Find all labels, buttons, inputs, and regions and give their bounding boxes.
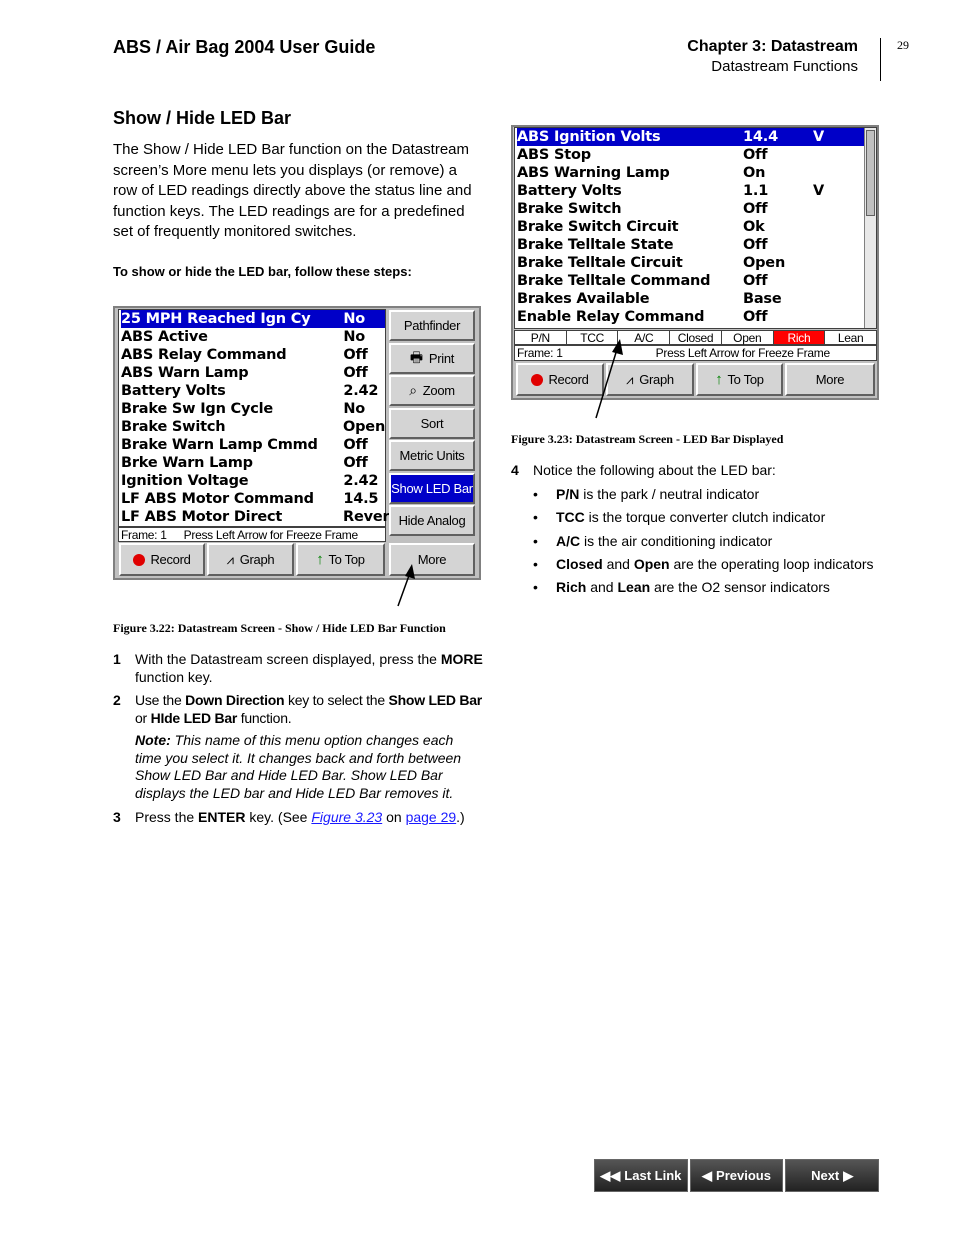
- up-arrow-icon: ↑: [316, 551, 324, 568]
- datastream-row[interactable]: [121, 346, 385, 364]
- more-button[interactable]: More: [389, 543, 475, 576]
- parameter-unit: [813, 164, 853, 182]
- parameter-name: Ignition Voltage: [121, 473, 249, 489]
- page-29-link[interactable]: page 29: [405, 809, 457, 825]
- datastream-row[interactable]: [121, 328, 385, 346]
- step-1-number: 1: [113, 651, 121, 667]
- led-indicator-open: Open: [722, 331, 774, 344]
- datastream-row[interactable]: [517, 272, 865, 290]
- parameter-value: No: [343, 329, 366, 345]
- datastream-row[interactable]: [517, 128, 865, 146]
- parameter-value: 2.42: [343, 473, 379, 489]
- page-navigation: [594, 1159, 879, 1192]
- parameter-name: Brake Switch: [121, 419, 226, 435]
- pointer-arrow-icon: [392, 562, 420, 608]
- bullet-icon: •: [533, 533, 538, 549]
- datastream-row[interactable]: [517, 182, 865, 200]
- menu-item-hide-analog[interactable]: Hide Analog: [389, 505, 475, 536]
- parameter-name: ABS Relay Command: [121, 347, 287, 363]
- led-indicator-rich: Rich: [774, 331, 826, 344]
- bullet-item: P/N is the park / neutral indicator: [556, 486, 760, 502]
- step-4-text: Notice the following about the LED bar:: [533, 462, 776, 478]
- bullet-item: A/C is the air conditioning indicator: [556, 533, 773, 549]
- frame-status-line: [118, 527, 386, 542]
- bullet-item: Closed and Open are the operating loop indicators: [556, 556, 874, 572]
- parameter-name: ABS Active: [121, 329, 208, 345]
- more-button[interactable]: More: [785, 363, 875, 396]
- parameter-name: Battery Volts: [121, 383, 226, 399]
- parameter-name: ABS Warning Lamp: [517, 165, 670, 181]
- parameter-name: Brake Telltale State: [517, 237, 674, 253]
- parameter-name: Brake Telltale Command: [517, 273, 711, 289]
- led-indicator-ac: A/C: [618, 331, 670, 344]
- bullet-icon: •: [533, 509, 538, 525]
- datastream-row[interactable]: [121, 454, 385, 472]
- pointer-arrow-icon: [592, 338, 626, 420]
- figure-3-22-caption: Figure 3.22: Datastream Screen - Show / Hide LED Bar Function: [113, 621, 446, 635]
- parameter-unit: [813, 218, 853, 236]
- parameter-name: Enable Relay Command: [517, 309, 705, 325]
- parameter-value: No: [343, 311, 366, 327]
- datastream-row[interactable]: [517, 218, 865, 236]
- datastream-row[interactable]: [517, 254, 865, 272]
- menu-item-metric-units[interactable]: Metric Units: [389, 440, 475, 471]
- datastream-row[interactable]: [517, 200, 865, 218]
- parameter-unit: [813, 290, 853, 308]
- parameter-name: 25 MPH Reached Ign Cy: [121, 311, 311, 327]
- parameter-name: LF ABS Motor Direct: [121, 509, 283, 525]
- magnifier-icon: ⌕: [409, 382, 417, 398]
- parameter-name: Brake Warn Lamp Cmmd: [121, 437, 318, 453]
- bullet-icon: •: [533, 579, 538, 595]
- parameter-name: ABS Stop: [517, 147, 591, 163]
- parameter-value: On: [743, 165, 766, 181]
- graph-button[interactable]: ⩘ Graph: [207, 543, 294, 576]
- graph-icon: ⩘: [626, 371, 634, 387]
- previous-button[interactable]: ◀ Previous: [690, 1159, 784, 1192]
- record-dot-icon: [531, 374, 543, 386]
- datastream-row[interactable]: [121, 310, 385, 328]
- datastream-row[interactable]: [517, 146, 865, 164]
- scrollbar[interactable]: [864, 128, 876, 328]
- to-top-button[interactable]: ↑ To Top: [696, 363, 783, 396]
- parameter-unit: [813, 200, 853, 218]
- scroll-thumb[interactable]: [866, 130, 875, 216]
- datastream-row[interactable]: [121, 472, 385, 490]
- datastream-row[interactable]: [121, 490, 385, 508]
- parameter-unit: [813, 146, 853, 164]
- step-2-text: Use the Down Direction key to select the Show LED Bar or HIde LED Bar function.: [135, 692, 482, 726]
- bullet-icon: •: [533, 486, 538, 502]
- parameter-name: Brake Sw Ign Cycle: [121, 401, 274, 417]
- parameter-value: 2.42: [343, 383, 379, 399]
- parameter-value: Off: [743, 309, 768, 325]
- figure-3-23-link[interactable]: Figure 3.23: [311, 809, 383, 825]
- header-divider: [880, 38, 881, 81]
- menu-item-zoom[interactable]: ⌕ Zoom: [389, 375, 475, 406]
- parameter-name: LF ABS Motor Command: [121, 491, 314, 507]
- parameter-value: Ok: [743, 219, 765, 235]
- parameter-name: ABS Warn Lamp: [121, 365, 249, 381]
- parameter-name: Brake Switch Circuit: [517, 219, 679, 235]
- menu-item-print[interactable]: 🖶 Print: [389, 343, 475, 374]
- menu-item-sort[interactable]: Sort: [389, 408, 475, 439]
- step-3-text: Press the ENTER key. (See Figure 3.23 on page 29.): [135, 809, 465, 825]
- chapter-header: [620, 38, 858, 75]
- frame-status-line: [514, 345, 877, 361]
- parameter-value: Base: [743, 291, 782, 307]
- parameter-value: Open: [743, 255, 786, 271]
- step-3-number: 3: [113, 809, 121, 825]
- step-2-number: 2: [113, 692, 121, 708]
- bullet-item: Rich and Lean are the O2 sensor indicators: [556, 579, 830, 595]
- figure-3-23-caption: Figure 3.23: Datastream Screen - LED Bar Displayed: [511, 432, 784, 446]
- parameter-name: ABS Ignition Volts: [517, 129, 661, 145]
- datastream-row[interactable]: [517, 308, 865, 326]
- parameter-value: 1.1: [743, 183, 769, 199]
- datastream-row[interactable]: [517, 290, 865, 308]
- parameter-value: Off: [343, 455, 368, 471]
- parameter-unit: [813, 254, 853, 272]
- parameter-value: Off: [743, 237, 768, 253]
- parameter-value: Off: [743, 273, 768, 289]
- parameter-unit: [813, 236, 853, 254]
- page-number: 29: [897, 38, 909, 52]
- parameter-value: Rever: [343, 509, 390, 525]
- led-indicator-tcc: TCC: [567, 331, 619, 344]
- record-dot-icon: [133, 554, 145, 566]
- next-button[interactable]: Next ▶: [785, 1159, 879, 1192]
- led-indicator-pn: P/N: [515, 331, 567, 344]
- datastream-list: [514, 127, 877, 329]
- chapter-title: Chapter 3: Datastream: [687, 38, 858, 55]
- parameter-value: Open: [343, 419, 386, 435]
- parameter-value: 14.5: [343, 491, 379, 507]
- last-link-button[interactable]: ◀◀ Last Link: [594, 1159, 688, 1192]
- parameter-name: Brake Switch: [517, 201, 622, 217]
- intro-paragraph: The Show / Hide LED Bar function on the Datastream screen’s More menu lets you displays (or remove) a row of LED readings directly above the status line and function keys. The LED readings are for a predefined set of frequently monitored switches.: [113, 141, 472, 240]
- parameter-unit: V: [813, 129, 825, 145]
- note-text: Note: This name of this menu option changes each time you select it. It changes back and forth between Show LED Bar and Hide LED Bar. Show LED Bar displays the LED bar and Hide LED Bar removes it.: [135, 732, 462, 801]
- datastream-row[interactable]: [121, 364, 385, 382]
- menu-item-show-led-bar[interactable]: Show LED Bar: [389, 473, 475, 504]
- parameter-value: Off: [743, 201, 768, 217]
- parameter-value: Off: [343, 437, 368, 453]
- record-button[interactable]: Record: [119, 543, 205, 576]
- document-title: ABS / Air Bag 2004 User Guide: [113, 37, 376, 57]
- graph-button[interactable]: ⩘ Graph: [606, 363, 694, 396]
- parameter-value: 14.4: [743, 129, 778, 145]
- steps-heading: To show or hide the LED bar, follow these steps:: [113, 264, 412, 279]
- printer-icon: 🖶: [409, 348, 423, 365]
- freeze-hint: Press Left Arrow for Freeze Frame: [183, 528, 358, 542]
- menu-item-pathfinder[interactable]: Pathfinder: [389, 310, 475, 341]
- parameter-name: Battery Volts: [517, 183, 622, 199]
- led-indicator-closed: Closed: [670, 331, 722, 344]
- up-arrow-icon: ↑: [715, 371, 723, 388]
- datastream-row[interactable]: [121, 508, 390, 526]
- parameter-value: Off: [343, 347, 368, 363]
- chapter-subtitle: Datastream Functions: [711, 58, 858, 75]
- parameter-value: Off: [743, 147, 768, 163]
- led-bar: [514, 330, 877, 345]
- parameter-name: Brke Warn Lamp: [121, 455, 253, 471]
- datastream-row[interactable]: [517, 236, 865, 254]
- bullet-item: TCC is the torque converter clutch indicator: [556, 509, 826, 525]
- parameter-name: Brake Telltale Circuit: [517, 255, 683, 271]
- parameter-unit: V: [813, 183, 825, 199]
- parameter-unit: [813, 272, 853, 290]
- frame-label: Frame: 1: [517, 346, 563, 360]
- record-button[interactable]: Record: [516, 363, 604, 396]
- graph-icon: ⩘: [226, 551, 234, 567]
- frame-label: Frame: 1: [121, 528, 167, 542]
- step-4-number: 4: [511, 462, 519, 478]
- figure-3-22-screen: [113, 306, 481, 580]
- datastream-row[interactable]: [121, 418, 385, 436]
- parameter-value: No: [343, 401, 366, 417]
- bullet-icon: •: [533, 556, 538, 572]
- freeze-hint: Press Left Arrow for Freeze Frame: [655, 346, 830, 360]
- section-title: Show / Hide LED Bar: [113, 108, 292, 128]
- datastream-row[interactable]: [517, 164, 865, 182]
- step-1-text: With the Datastream screen displayed, press the MORE function key.: [135, 651, 483, 685]
- parameter-name: Brakes Available: [517, 291, 650, 307]
- led-indicator-lean: Lean: [837, 331, 864, 345]
- parameter-unit: [813, 308, 853, 326]
- to-top-button[interactable]: ↑ To Top: [296, 543, 385, 576]
- figure-3-23-screen: [511, 125, 879, 400]
- datastream-row[interactable]: [121, 436, 385, 454]
- datastream-row[interactable]: [121, 382, 385, 400]
- datastream-list: [118, 309, 390, 527]
- parameter-value: Off: [343, 365, 368, 381]
- datastream-row[interactable]: [121, 400, 385, 418]
